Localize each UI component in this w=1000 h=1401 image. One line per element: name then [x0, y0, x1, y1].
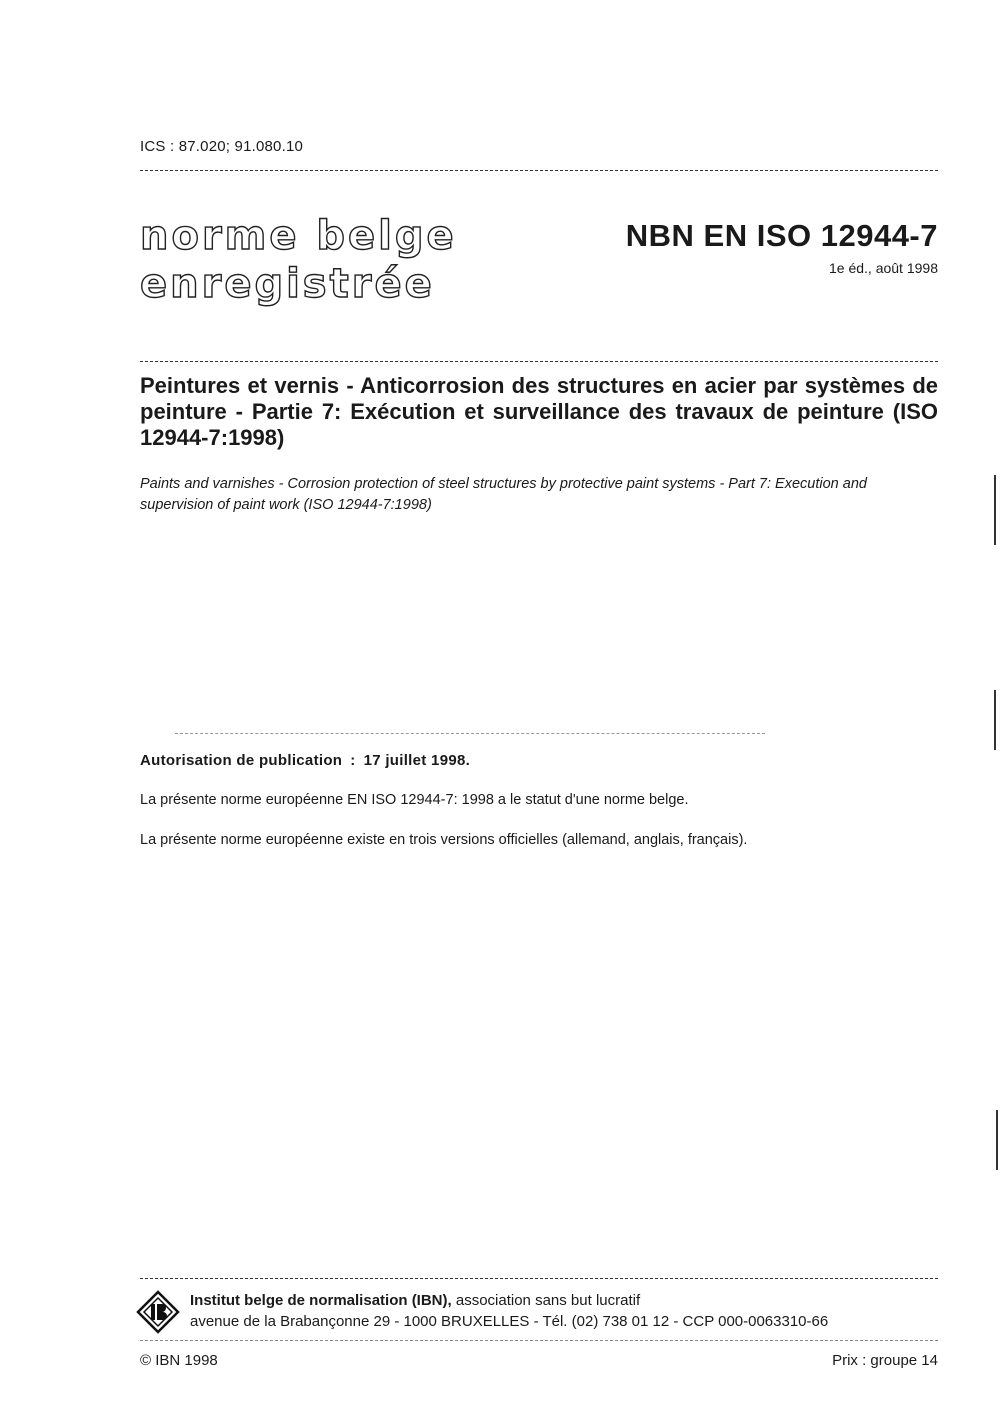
scan-margin-mark — [994, 690, 996, 750]
brand-line-1: norme belge — [140, 213, 457, 259]
institute-description: association sans but lucratif — [451, 1292, 641, 1309]
bottom-divider — [140, 1340, 938, 1341]
section-divider — [175, 733, 765, 734]
authorization-date: 17 juillet 1998. — [363, 752, 471, 769]
status-paragraph: La présente norme européenne EN ISO 12944-7: 1998 a le statut d'une norme belge. — [140, 792, 689, 808]
header-divider — [140, 170, 938, 171]
copyright: © IBN 1998 — [140, 1352, 218, 1369]
publication-authorization — [140, 752, 470, 769]
authorization-label: Autorisation de publication — [140, 752, 343, 769]
title-english: Paints and varnishes - Corrosion protection of steel structures by protective paint systems - Part 7: Execution and supervision of paint work (ISO 12944-7:1998) — [140, 476, 867, 513]
ibn-logo-icon — [136, 1290, 180, 1334]
price-group: Prix : groupe 14 — [832, 1352, 938, 1369]
title-divider — [140, 361, 938, 362]
scan-margin-mark — [996, 1110, 998, 1170]
brand-line-2: enregistrée — [140, 261, 435, 307]
authorization-separator: : — [350, 752, 356, 769]
edition-date: 1e éd., août 1998 — [829, 260, 938, 276]
institute-info — [190, 1292, 640, 1309]
versions-paragraph: La présente norme européenne existe en trois versions officielles (allemand, anglais, français). — [140, 832, 748, 848]
title-french: Peintures et vernis - Anticorrosion des structures en acier par systèmes de peinture - Partie 7: Exécution et surveillance des travaux de peinture (ISO 12944-7:1998) — [140, 373, 938, 450]
scan-margin-mark — [994, 475, 996, 545]
ics-codes: ICS : 87.020; 91.080.10 — [140, 138, 304, 155]
institute-address: avenue de la Brabançonne 29 - 1000 BRUXELLES - Tél. (02) 738 01 12 - CCP 000-0063310-66 — [190, 1313, 829, 1330]
institute-name: Institut belge de normalisation (IBN), — [190, 1292, 452, 1309]
standard-code: NBN EN ISO 12944-7 — [625, 218, 938, 253]
footer-divider — [140, 1278, 938, 1279]
